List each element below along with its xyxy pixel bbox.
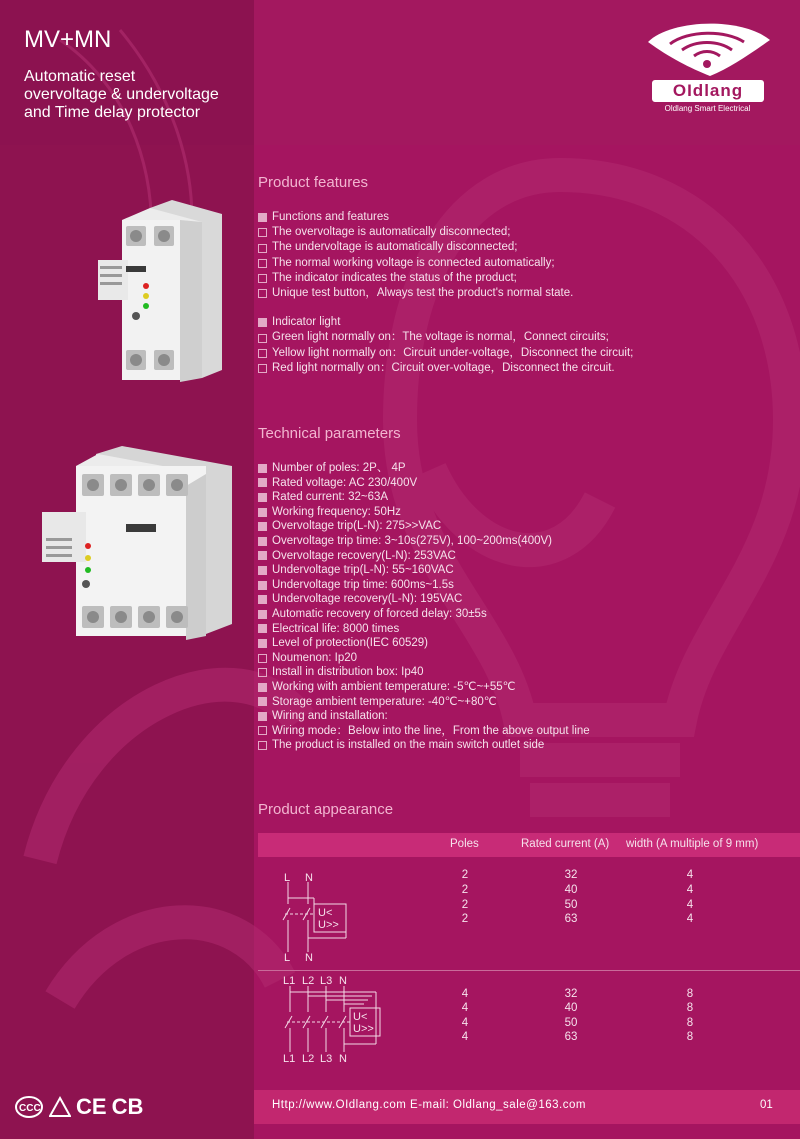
- box-label-undervoltage: U<: [318, 907, 333, 919]
- label-l1-bottom: L1: [283, 1053, 296, 1064]
- bullet-icon: [258, 478, 267, 487]
- list-item: [258, 549, 590, 564]
- bullet-icon: [258, 654, 267, 663]
- cell-poles: 4: [461, 988, 469, 1000]
- section-title-appearance: Product appearance: [258, 801, 394, 818]
- cell-current: 50: [564, 1017, 578, 1029]
- cell-poles: 2: [461, 869, 469, 881]
- box-label-overvoltage: U>>: [353, 1023, 374, 1035]
- cell-current: 63: [564, 1031, 578, 1043]
- cell-poles: 2: [461, 913, 469, 925]
- bullet-icon: [258, 364, 267, 373]
- bullet-icon: [258, 683, 267, 692]
- list-item-text: Indicator light: [272, 316, 341, 329]
- cell-poles: 4: [461, 1017, 469, 1029]
- cell-current: 50: [564, 899, 578, 911]
- certification-marks: [14, 1094, 143, 1120]
- cell-poles: 4: [461, 1031, 469, 1043]
- label-n-top: N: [339, 975, 347, 987]
- bullet-icon: [258, 726, 267, 735]
- list-item-text: Working frequency: 50Hz: [272, 505, 401, 518]
- cell-width: 8: [686, 1002, 694, 1014]
- bullet-icon: [258, 289, 267, 298]
- subtitle-line: and Time delay protector: [24, 104, 201, 121]
- cell-current: 40: [564, 884, 578, 896]
- column-header-width: width (A multiple of 9 mm): [626, 838, 759, 850]
- list-item: [258, 361, 633, 376]
- list-item: [258, 225, 633, 240]
- list-item: [258, 476, 590, 491]
- brand-tagline: Oldlang Smart Electrical: [664, 104, 751, 113]
- ccc-mark-icon: [14, 1095, 44, 1119]
- label-n-top: N: [305, 872, 313, 884]
- cell-current: 32: [564, 869, 578, 881]
- table-divider: [258, 970, 800, 971]
- footer-contact: Http://www.OIdlang.com E-mail: Oldlang_sale@163.com: [272, 1099, 586, 1111]
- bullet-icon: [258, 493, 267, 502]
- box-label-undervoltage: U<: [353, 1011, 368, 1023]
- bullet-icon: [258, 566, 267, 575]
- section-title-features: Product features: [258, 174, 369, 191]
- ce-mark-icon: CE: [76, 1094, 107, 1119]
- list-item-text: Automatic recovery of forced delay: 30±5s: [272, 607, 487, 620]
- list-item: [258, 563, 590, 578]
- cell-current: 40: [564, 1002, 578, 1014]
- device-4p-image: [36, 446, 234, 646]
- cell-width: 4: [686, 884, 694, 896]
- list-item-text: Rated current: 32~63A: [272, 491, 389, 504]
- bullet-icon: [258, 697, 267, 706]
- bullet-icon: [258, 668, 267, 677]
- bullet-icon: [258, 259, 267, 268]
- list-item: [258, 315, 633, 330]
- list-item-text: Unique test button，Always test the product's normal state.: [272, 287, 574, 300]
- label-n-bottom: N: [305, 952, 313, 962]
- page-number: 01: [760, 1099, 773, 1111]
- bullet-icon: [258, 334, 267, 343]
- section-title-technical: Technical parameters: [258, 425, 401, 442]
- bullet-icon: [258, 595, 267, 604]
- bullet-icon: [258, 213, 267, 222]
- cell-current: 32: [564, 988, 578, 1000]
- list-item: [258, 505, 590, 520]
- cell-width: 4: [686, 869, 694, 881]
- cell-poles: 4: [461, 1002, 469, 1014]
- product-model-title: MV+MN: [24, 26, 112, 53]
- list-item: [258, 578, 590, 593]
- list-item-text: Wiring mode：Below into the line，From the above output line: [272, 724, 590, 737]
- label-l3-bottom: L3: [320, 1053, 333, 1064]
- cell-width: 8: [686, 1017, 694, 1029]
- label-l-bottom: L: [284, 952, 291, 962]
- list-item: [258, 519, 590, 534]
- list-item-text: The overvoltage is automatically disconnected;: [272, 226, 511, 239]
- bullet-icon: [258, 537, 267, 546]
- bullet-icon: [258, 274, 267, 283]
- bullet-icon: [258, 508, 267, 517]
- list-item: [258, 665, 590, 680]
- list-item: [258, 592, 590, 607]
- cell-poles: 2: [461, 899, 469, 911]
- bullet-icon: [258, 639, 267, 648]
- bullet-icon: [258, 318, 267, 327]
- bullet-icon: [258, 610, 267, 619]
- subtitle-line: overvoltage & undervoltage: [24, 86, 219, 103]
- list-item: [258, 636, 590, 651]
- cell-poles: 2: [461, 884, 469, 896]
- bullet-icon: [258, 228, 267, 237]
- list-item-text: Undervoltage trip time: 600ms~1.5s: [272, 578, 454, 591]
- label-l2-top: L2: [302, 975, 315, 987]
- list-item-text: The product is installed on the main switch outlet side: [272, 739, 545, 752]
- list-item: [258, 346, 633, 361]
- list-item-text: Functions and features: [272, 211, 389, 223]
- column-header-current: Rated current (A): [521, 838, 610, 850]
- cell-width: 4: [686, 899, 694, 911]
- label-l1-top: L1: [283, 975, 296, 987]
- list-item-text: Green light normally on：The voltage is normal，Connect circuits;: [272, 331, 609, 344]
- list-item: [258, 680, 590, 695]
- label-n-bottom: N: [339, 1053, 347, 1064]
- bullet-icon: [258, 712, 267, 721]
- list-item: [258, 607, 590, 622]
- list-item-text: Red light normally on：Circuit over-voltage，Disconnect the circuit.: [272, 361, 615, 374]
- subtitle-line: Automatic reset: [24, 68, 136, 85]
- list-item-text: Rated voltage: AC 230/400V: [272, 476, 418, 489]
- list-item: [258, 651, 590, 666]
- list-item: [258, 271, 633, 286]
- cb-mark-icon: CB: [111, 1094, 144, 1119]
- list-item: [258, 330, 633, 345]
- bullet-icon: [258, 551, 267, 560]
- bullet-icon: [258, 522, 267, 531]
- list-item: [258, 461, 590, 476]
- bullet-icon: [258, 581, 267, 590]
- list-item-text: Undervoltage recovery(L-N): 195VAC: [272, 593, 463, 606]
- list-item: [258, 738, 590, 753]
- cell-width: 8: [686, 988, 694, 1000]
- list-item-text: Level of protection(IEC 60529): [272, 637, 428, 650]
- list-item-text: The normal working voltage is connected automatically;: [272, 256, 555, 269]
- list-item: [258, 256, 633, 271]
- bullet-icon: [258, 464, 267, 473]
- list-item-text: The undervoltage is automatically disconnected;: [272, 241, 518, 254]
- cell-width: 4: [686, 913, 694, 925]
- list-item-text: Install in distribution box: Ip40: [272, 666, 424, 679]
- cell-width: 8: [686, 1031, 694, 1043]
- list-item-text: Overvoltage recovery(L-N): 253VAC: [272, 549, 456, 562]
- brand-logo-text: OIdlang: [652, 80, 764, 102]
- device-2p-image: [92, 200, 232, 390]
- schematic-4p-diagram: [280, 972, 384, 1064]
- schematic-2p-diagram: [278, 870, 368, 962]
- list-item: [258, 240, 633, 255]
- warning-triangle-icon: [49, 1095, 71, 1119]
- column-header-poles: Poles: [450, 838, 479, 850]
- label-l2-bottom: L2: [302, 1053, 315, 1064]
- list-item: [258, 709, 590, 724]
- product-subtitle: [24, 68, 254, 122]
- list-item-text: Number of poles: 2P、 4P: [272, 462, 406, 474]
- list-item-text: Overvoltage trip(L-N): 275>>VAC: [272, 520, 442, 533]
- list-item: [258, 724, 590, 739]
- list-item-text: Yellow light normally on：Circuit under-voltage，Disconnect the circuit;: [272, 346, 634, 359]
- label-l-top: L: [284, 872, 291, 884]
- list-item: [258, 210, 633, 225]
- list-item: [258, 286, 633, 301]
- list-item-text: Noumenon: Ip20: [272, 651, 358, 664]
- list-item-text: Electrical life: 8000 times: [272, 622, 400, 635]
- bullet-icon: [258, 349, 267, 358]
- box-label-overvoltage: U>>: [318, 919, 339, 931]
- list-item-text: Wiring and installation:: [272, 710, 388, 723]
- list-item-text: Storage ambient temperature: -40℃~+80℃: [272, 695, 497, 708]
- list-item: [258, 490, 590, 505]
- bullet-icon: [258, 624, 267, 633]
- features-list: [258, 210, 633, 376]
- list-item-text: The indicator indicates the status of the product;: [272, 271, 517, 284]
- cell-current: 63: [564, 913, 578, 925]
- bullet-icon: [258, 741, 267, 750]
- list-item-text: Overvoltage trip time: 3~10s(275V), 100~200ms(400V): [272, 534, 552, 547]
- list-item-text: Undervoltage trip(L-N): 55~160VAC: [272, 564, 454, 577]
- list-item: [258, 622, 590, 637]
- label-l3-top: L3: [320, 975, 333, 987]
- list-item: [258, 695, 590, 710]
- list-item-text: Working with ambient temperature: -5℃~+55℃: [272, 680, 516, 693]
- technical-list: [258, 461, 590, 753]
- ccc-mark-label: CCC: [19, 1103, 41, 1114]
- list-item: [258, 534, 590, 549]
- bullet-icon: [258, 244, 267, 253]
